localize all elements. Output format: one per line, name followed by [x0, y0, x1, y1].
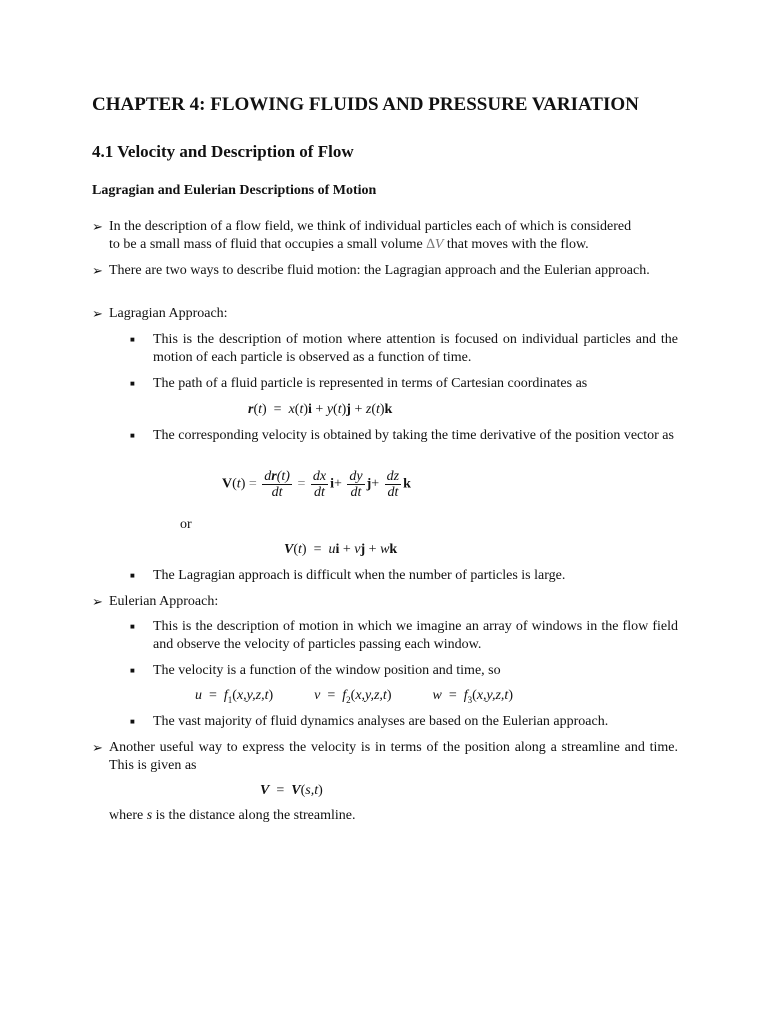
bullet-text: This is the description of motion in which we imagine an array of windows in the flow field and observe the velocity of particles passing each window.: [153, 619, 678, 652]
sub-bullet-path: [130, 375, 678, 393]
bullet-text: The vast majority of fluid dynamics analyses are based on the Eulerian approach.: [153, 714, 609, 729]
sub-bullet-velocity: [130, 427, 678, 445]
where-text: where s is the distance along the streamline.: [109, 808, 356, 823]
arrow-bullet-icon: ➢: [92, 219, 103, 234]
square-bullet-icon: ■: [130, 571, 135, 580]
bullet-text: that moves with the flow.: [446, 237, 589, 252]
equation-streamline-velocity: V = V(s,t): [260, 783, 323, 798]
equation-velocity-components: V(t) = ui + vj + wk: [284, 542, 398, 557]
section-title: 4.1 Velocity and Description of Flow: [92, 142, 354, 161]
bullet-text: to be a small mass of fluid that occupies a small volume: [109, 237, 423, 252]
square-bullet-icon: ■: [130, 335, 135, 344]
sub-bullet-lagragian-difficult: [130, 567, 678, 585]
bullet-text: The path of a fluid particle is represented in terms of Cartesian coordinates as: [153, 376, 588, 391]
equation-position-vector: r(t) = x(t)i + y(t)j + z(t)k: [248, 402, 393, 417]
square-bullet-icon: ■: [130, 431, 135, 440]
bullet-lagragian: [92, 305, 678, 323]
bullet-flow-field: [92, 218, 678, 254]
chapter-title: CHAPTER 4: FLOWING FLUIDS AND PRESSURE VARIATION: [92, 94, 639, 115]
sub-bullet-window-position: [130, 662, 678, 680]
bullet-streamline: [92, 739, 678, 775]
sub-bullet-eulerian-desc: [130, 618, 678, 654]
sub-bullet-lagragian-desc: [130, 331, 678, 367]
bullet-text: The corresponding velocity is obtained by taking the time derivative of the position vector as: [153, 428, 674, 443]
delta-volume-symbol: ∆V: [426, 237, 444, 252]
arrow-bullet-icon: ➢: [92, 740, 103, 755]
bullet-text: The Lagragian approach is difficult when the number of particles is large.: [153, 568, 566, 583]
square-bullet-icon: ■: [130, 666, 135, 675]
or-text: or: [180, 517, 192, 532]
arrow-bullet-icon: ➢: [92, 263, 103, 278]
equation-eulerian-functions: $u = f_1(x,y,z,t) v = f_2(x,y,z,t) w = f_3(x,y,z,t)$: [195, 688, 513, 705]
bullet-text: Another useful way to express the velocity is in terms of the position along a streamline and time. This is given as: [109, 740, 678, 773]
square-bullet-icon: ■: [130, 622, 135, 631]
arrow-bullet-icon: ➢: [92, 594, 103, 609]
equation-velocity-derivative: V(t) = $\frac{dr(t)}{dt}$ = $\frac{dx}{dt}$ i+ $\frac{dy}{dt}$ j+ $\frac{dz}{dt}$ k: [222, 469, 411, 500]
bullet-text: This is the description of motion where attention is focused on individual particles and the motion of each particle is observed as a function of time.: [153, 332, 678, 365]
square-bullet-icon: ■: [130, 717, 135, 726]
bullet-two-ways: [92, 262, 678, 280]
bullet-text: The velocity is a function of the window position and time, so: [153, 663, 501, 678]
bullet-text: Eulerian Approach:: [109, 594, 219, 609]
bullet-text: Lagragian Approach:: [109, 306, 228, 321]
arrow-bullet-icon: ➢: [92, 306, 103, 321]
bullet-eulerian: [92, 593, 678, 611]
subsection-title: Lagragian and Eulerian Descriptions of Motion: [92, 183, 377, 198]
bullet-text: In the description of a flow field, we think of individual particles each of which is considered: [109, 219, 632, 234]
square-bullet-icon: ■: [130, 379, 135, 388]
bullet-text: There are two ways to describe fluid motion: the Lagragian approach and the Eulerian approach.: [109, 263, 650, 278]
sub-bullet-vast-majority: [130, 713, 678, 731]
